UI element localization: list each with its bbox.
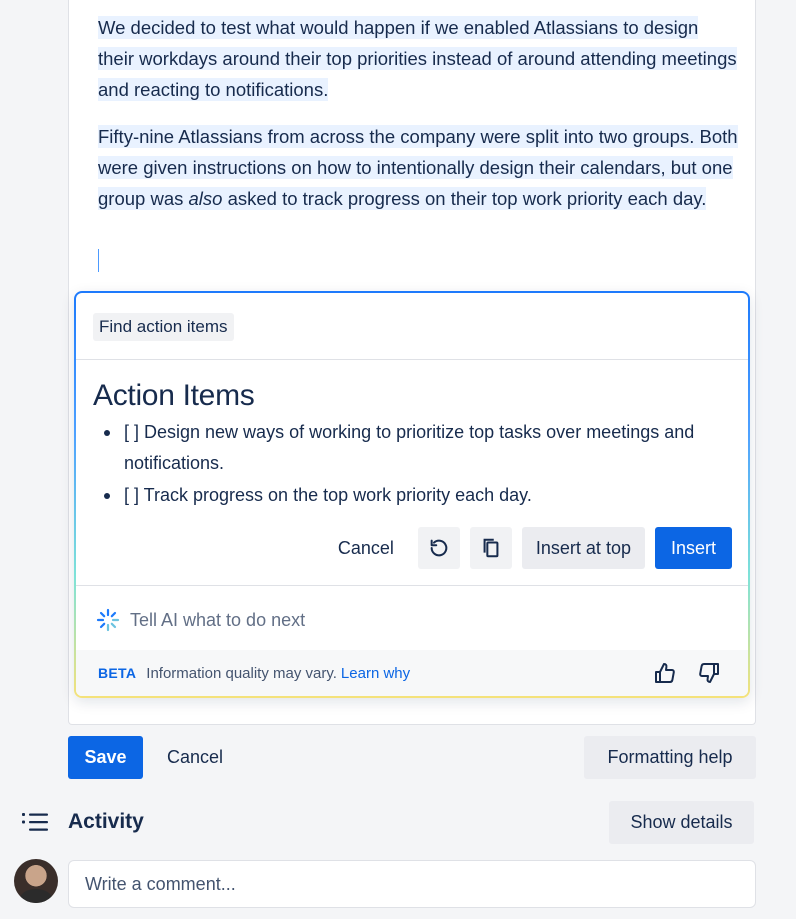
avatar bbox=[14, 859, 58, 903]
paragraph-2-emphasis: also bbox=[188, 188, 223, 209]
comment-input[interactable] bbox=[68, 860, 756, 908]
save-button[interactable]: Save bbox=[68, 736, 143, 779]
learn-why-link[interactable]: Learn why bbox=[340, 664, 411, 682]
activity-list-icon bbox=[22, 810, 48, 834]
show-details-button[interactable]: Show details bbox=[609, 801, 754, 844]
paragraph-2-text-b: asked to track progress on their top work priority each day. bbox=[222, 188, 707, 209]
retry-button[interactable] bbox=[418, 527, 460, 569]
refresh-icon bbox=[428, 537, 450, 559]
ai-panel bbox=[74, 291, 750, 698]
paragraph-1-text: We decided to test what would happen if we enabled Atlassians to design their workdays around their top priorities instead of around attending meetings and reacting to notifications. bbox=[98, 17, 737, 100]
ai-action-list bbox=[124, 417, 724, 512]
thumbs-up-icon bbox=[653, 661, 677, 685]
ai-panel-body bbox=[76, 293, 748, 696]
ai-footer bbox=[76, 650, 748, 696]
thumbs-up-button[interactable] bbox=[652, 660, 678, 686]
ai-cancel-button[interactable]: Cancel bbox=[324, 527, 408, 569]
thumbs-down-button[interactable] bbox=[696, 660, 722, 686]
quality-note: Information quality may vary. bbox=[146, 664, 337, 682]
ai-sparkle-icon bbox=[96, 608, 120, 632]
list-item: [ ] Track progress on the top work priority each day. bbox=[124, 480, 724, 511]
formatting-help-button[interactable]: Formatting help bbox=[584, 736, 756, 779]
copy-icon bbox=[480, 537, 502, 559]
divider bbox=[76, 585, 748, 586]
paragraph-2-text-a: Fifty-nine Atlassians from across the company were split into two groups. Both were given instructions on how to intentionally design their calendars, but one group was bbox=[98, 126, 738, 209]
ai-result-title: Action Items bbox=[93, 379, 255, 412]
ai-prompt-chip[interactable]: Find action items bbox=[93, 313, 234, 341]
ai-next-prompt-placeholder: Tell AI what to do next bbox=[130, 609, 306, 630]
thumbs-down-icon bbox=[697, 661, 721, 685]
cancel-button[interactable]: Cancel bbox=[155, 736, 235, 779]
list-item: [ ] Design new ways of working to prioritize top tasks over meetings and notifications. bbox=[124, 417, 724, 479]
insert-at-top-button[interactable]: Insert at top bbox=[522, 527, 645, 569]
activity-heading: Activity bbox=[68, 810, 144, 833]
divider bbox=[76, 359, 748, 360]
beta-badge: BETA bbox=[98, 665, 137, 681]
paragraph-1[interactable] bbox=[98, 12, 738, 105]
comment-placeholder: Write a comment... bbox=[85, 873, 236, 894]
insert-button[interactable]: Insert bbox=[655, 527, 732, 569]
ai-actions bbox=[324, 526, 732, 570]
copy-button[interactable] bbox=[470, 527, 512, 569]
text-cursor bbox=[98, 249, 99, 272]
feedback-buttons bbox=[652, 660, 722, 686]
paragraph-2[interactable] bbox=[98, 121, 738, 214]
ai-next-prompt[interactable] bbox=[96, 607, 305, 633]
